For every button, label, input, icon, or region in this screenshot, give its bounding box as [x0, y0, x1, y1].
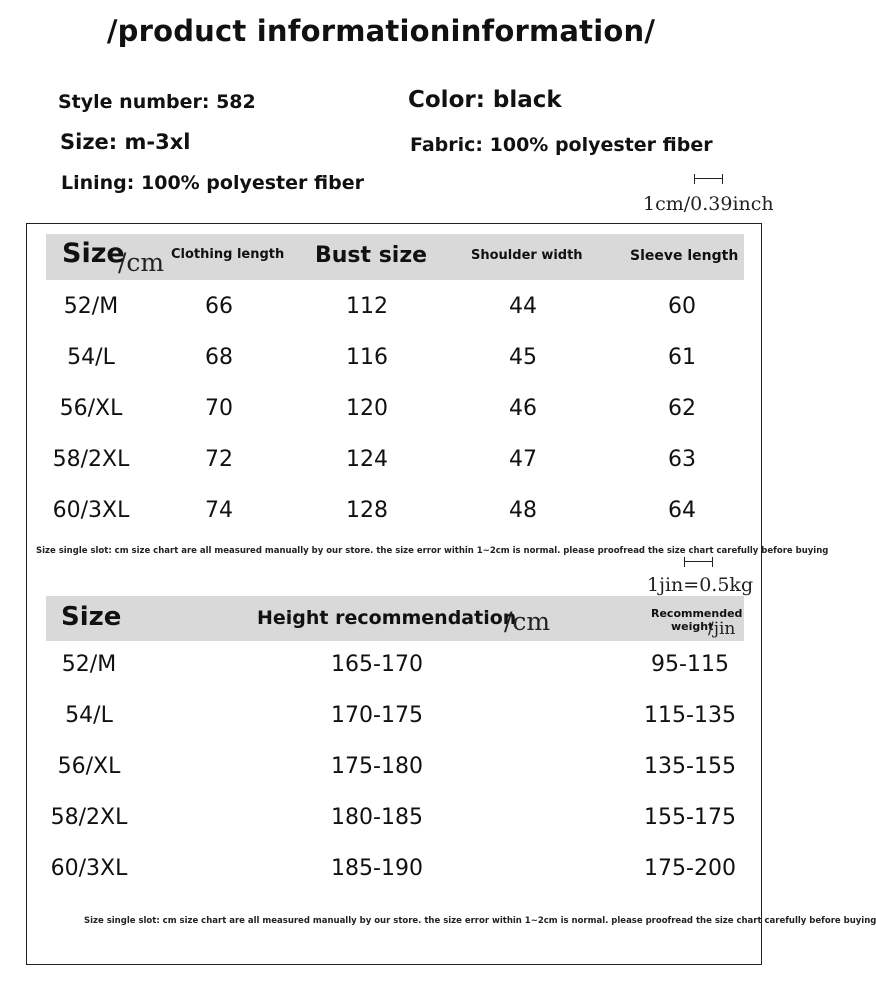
- cm-inch-scale: 1cm/0.39inch: [643, 193, 774, 215]
- table2-note: Size single slot: cm size chart are all measured manually by our store. the size error within 1~2cm is normal. please proofread the size chart carefully before buying: [84, 916, 876, 926]
- table1-cell-clothing-length: 72: [205, 447, 233, 472]
- table1-cell-sleeve-length: 64: [668, 498, 696, 523]
- table2-header-height: Height recommendation: [257, 607, 517, 629]
- jin-kg-scale: 1jin=0.5kg: [647, 574, 754, 596]
- table1-cell-sleeve-length: 61: [668, 345, 696, 370]
- table2-header-size: Size: [61, 602, 122, 632]
- cm-scale-ruler: [694, 174, 723, 184]
- fabric-spec: Fabric: 100% polyester fiber: [410, 134, 713, 156]
- style-number: Style number: 582: [58, 91, 256, 113]
- table1-cell-clothing-length: 70: [205, 396, 233, 421]
- jin-scale-ruler: [684, 557, 713, 567]
- table2-header-weight-line1: Recommended: [651, 607, 743, 620]
- table2-header-weight-unit: /jin: [708, 619, 736, 639]
- table2-cell-weight: 175-200: [644, 856, 736, 881]
- table2-cell-weight: 155-175: [644, 805, 736, 830]
- table2-cell-height: 175-180: [331, 754, 423, 779]
- table2-header-weight-line2: weight: [671, 620, 714, 633]
- table1-header-clothing-length: Clothing length: [171, 247, 285, 262]
- table1-cell-bust-size: 120: [346, 396, 388, 421]
- table1-cell-clothing-length: 68: [205, 345, 233, 370]
- table1-cell-bust-size: 124: [346, 447, 388, 472]
- table2-cell-size: 60/3XL: [50, 856, 128, 881]
- table2-cell-height: 185-190: [331, 856, 423, 881]
- table1-cell-bust-size: 116: [346, 345, 388, 370]
- table1-cell-shoulder-width: 45: [509, 345, 537, 370]
- table2-cell-height: 180-185: [331, 805, 423, 830]
- table1-cell-bust-size: 112: [346, 294, 388, 319]
- table2-cell-weight: 95-115: [651, 652, 729, 677]
- table2-cell-weight: 115-135: [644, 703, 736, 728]
- table1-header-size: Size: [62, 238, 125, 269]
- table1-cell-size: 52/M: [63, 294, 119, 319]
- table1-cell-clothing-length: 74: [205, 498, 233, 523]
- table2-cell-height: 170-175: [331, 703, 423, 728]
- page-title: /product informationinformation/: [106, 14, 656, 48]
- table1-header-sleeve-length: Sleeve length: [630, 248, 739, 264]
- table1-header-size-unit: /cm: [118, 248, 165, 277]
- table1-cell-size: 56/XL: [59, 396, 123, 421]
- color-spec: Color: black: [408, 87, 562, 113]
- table1-cell-size: 58/2XL: [52, 447, 130, 472]
- size-spec: Size: m-3xl: [60, 130, 191, 154]
- table1-note: Size single slot: cm size chart are all measured manually by our store. the size error within 1~2cm is normal. please proofread the size chart carefully before buying: [36, 546, 829, 556]
- table2-cell-size: 56/XL: [57, 754, 121, 779]
- table2-cell-size: 52/M: [61, 652, 117, 677]
- table2-cell-height: 165-170: [331, 652, 423, 677]
- table1-cell-shoulder-width: 44: [509, 294, 537, 319]
- table2-cell-weight: 135-155: [644, 754, 736, 779]
- table1-cell-bust-size: 128: [346, 498, 388, 523]
- table1-cell-shoulder-width: 46: [509, 396, 537, 421]
- table1-cell-clothing-length: 66: [205, 294, 233, 319]
- table1-cell-sleeve-length: 63: [668, 447, 696, 472]
- table2-header-height-unit: /cm: [504, 607, 551, 636]
- table1-cell-sleeve-length: 62: [668, 396, 696, 421]
- table1-header-shoulder-width: Shoulder width: [471, 248, 583, 263]
- table2-cell-size: 54/L: [65, 703, 113, 728]
- lining-spec: Lining: 100% polyester fiber: [61, 172, 364, 194]
- table1-cell-shoulder-width: 47: [509, 447, 537, 472]
- table1-cell-size: 54/L: [67, 345, 115, 370]
- table2-cell-size: 58/2XL: [50, 805, 128, 830]
- table1-cell-shoulder-width: 48: [509, 498, 537, 523]
- table1-cell-size: 60/3XL: [52, 498, 130, 523]
- table1-header-bust-size: Bust size: [315, 243, 428, 268]
- table1-cell-sleeve-length: 60: [668, 294, 696, 319]
